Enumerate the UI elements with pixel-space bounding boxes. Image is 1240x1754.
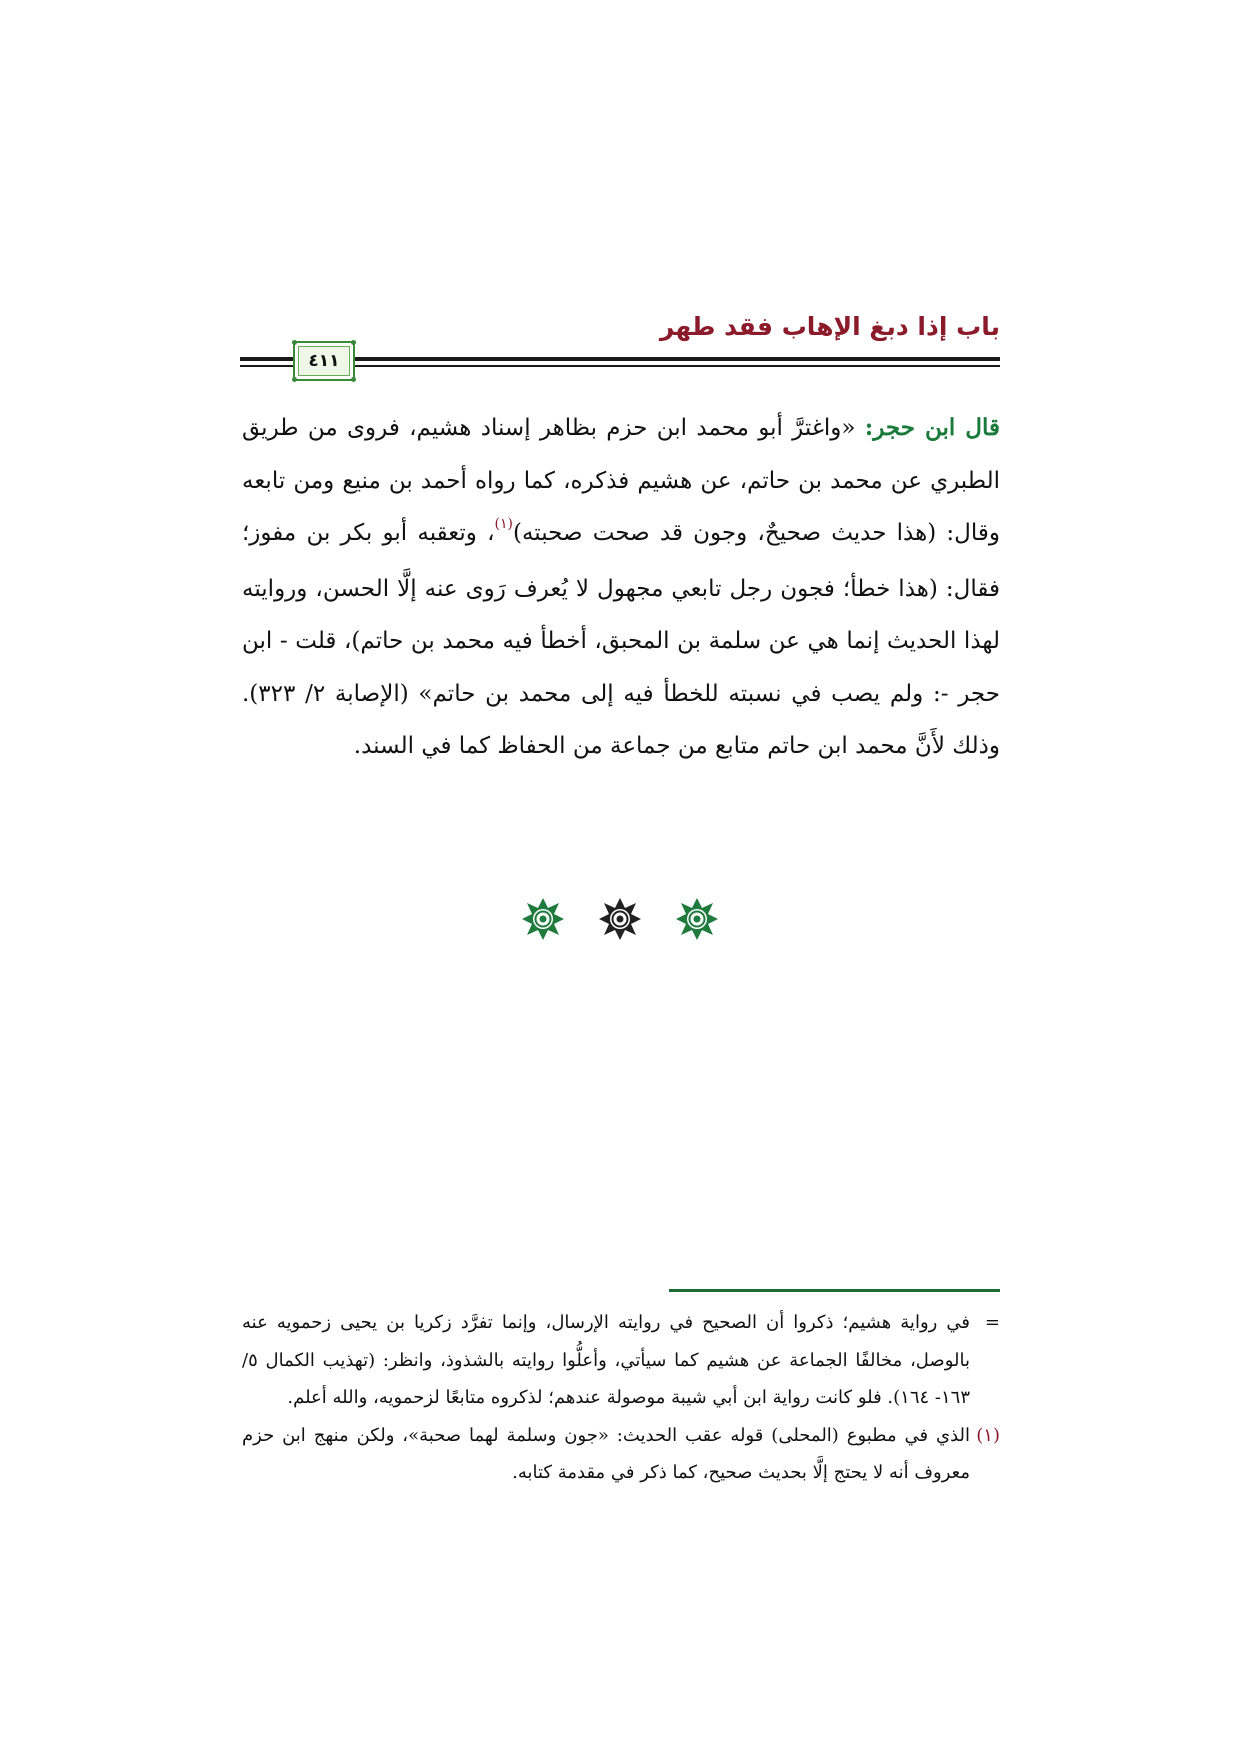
flower-ornament-icon	[674, 896, 720, 942]
quote-text-part1: «واغترَّ أبو محمد ابن حزم بظاهر إسناد هشيم، فروى من طريق الطبري عن محمد بن حاتم، عن هشيم فذكره، كما رواه أحمد بن منيع ومن تابعه وقال: (هذا حديث صحيحٌ، وجون قد صحت صحبته)	[242, 415, 1000, 546]
footnote-marker: (١)	[976, 1424, 1000, 1446]
footnote-marker: =	[984, 1312, 1000, 1333]
flower-ornament-icon	[520, 896, 566, 942]
section-divider-ornaments	[520, 896, 720, 942]
footnote-ref-marker[interactable]: (١)	[494, 516, 513, 532]
page-number-badge	[293, 341, 355, 381]
badge-corner-ornament	[351, 340, 356, 345]
chapter-title: باب إذا دبغ الإهاب فقد طهر	[659, 312, 1000, 341]
speaker-label: قال ابن حجر:	[864, 414, 1000, 441]
footnote-1	[242, 1417, 1000, 1492]
footnote-continuation	[242, 1304, 1000, 1417]
footnote-text: في رواية هشيم؛ ذكروا أن الصحيح في روايته الإرسال، وإنما تفرَّد زكريا بن يحيى زحمويه عنه بالوصل، مخالفًا الجماعة عن هشيم كما سيأتي، وأعلُّوا روايته بالشذوذ، وانظر: (تهذيب الكمال ٥/ ١٦٣- ١٦٤). فلو كانت رواية ابن أبي شيبة موصولة عندهم؛ لذكروه متابعًا لزحمويه، والله أعلم.	[242, 1312, 970, 1408]
footnote-separator	[669, 1289, 1000, 1292]
badge-corner-ornament	[351, 377, 356, 382]
page-number: ٤١١	[308, 351, 340, 371]
main-paragraph	[242, 402, 1000, 773]
badge-corner-ornament	[292, 377, 297, 382]
footnote-text: الذي في مطبوع (المحلى) قوله عقب الحديث: «جون وسلمة لهما صحبة»، ولكن منهج ابن حزم معروف أنه لا يحتج إلَّا بحديث صحيح، كما ذكر في مقدمة كتابه.	[242, 1424, 970, 1483]
footnotes	[242, 1304, 1000, 1492]
flower-ornament-icon	[597, 896, 643, 942]
badge-corner-ornament	[292, 340, 297, 345]
quote-text-part2: ، وتعقبه أبو بكر بن مفوز؛ فقال: (هذا خطأ؛ فجون رجل تابعي مجهول لا يُعرف رَوى عنه إلَّا الحسن، وروايته لهذا الحديث إنما هي عن سلمة بن المحبق، أخطأ فيه محمد بن حاتم)، قلت - ابن حجر -: ولم يصب في نسبته للخطأ فيه إلى محمد بن حاتم» (الإصابة ٢/ ٣٢٣). وذلك لأَنَّ محمد ابن حاتم متابع من جماعة من الحفاظ كما في السند.	[242, 520, 1000, 759]
page-number-frame	[298, 346, 350, 376]
